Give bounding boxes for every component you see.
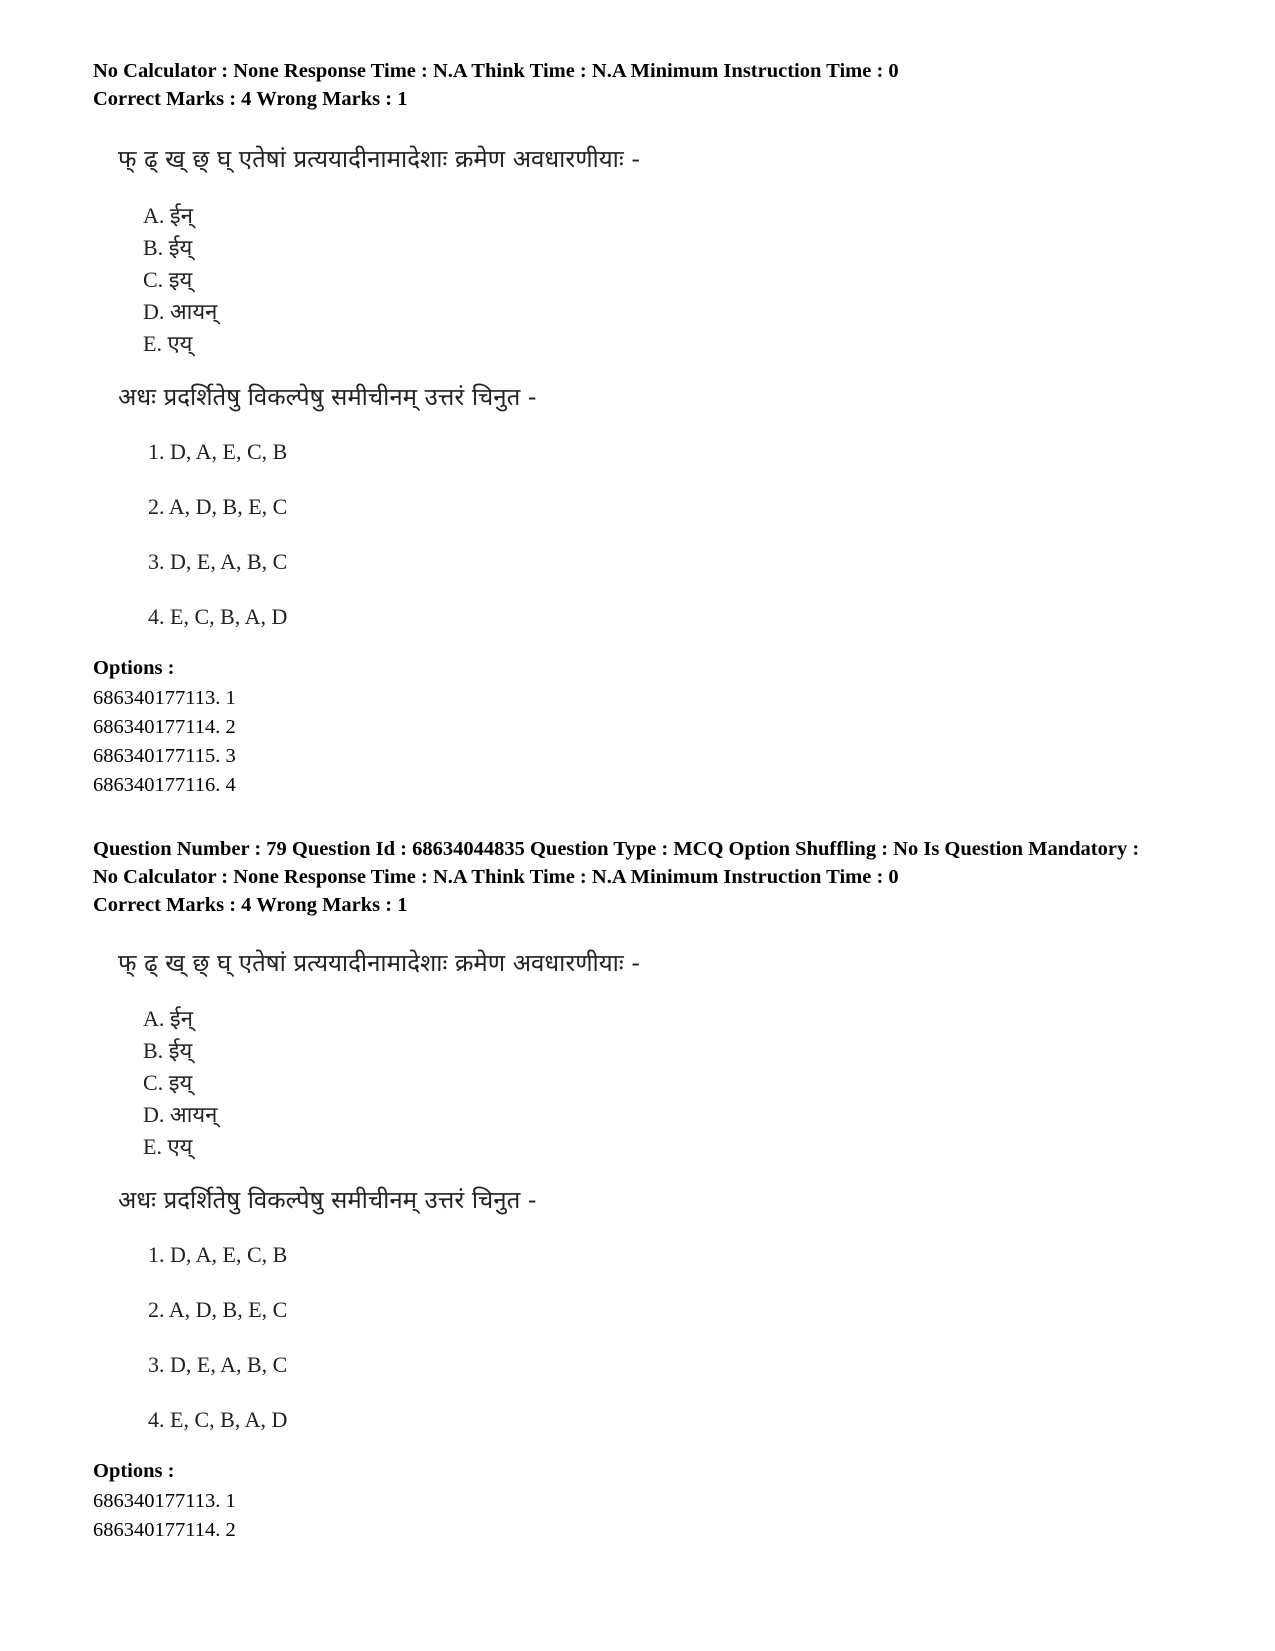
options-title-1: Options : xyxy=(93,657,175,679)
list-item: D. आयन् xyxy=(143,299,218,325)
choice-list-2 xyxy=(148,1239,287,1459)
choice-item: 2. A, D, B, E, C xyxy=(148,1297,288,1322)
option-id: 686340177116. 4 xyxy=(93,774,236,796)
meta-line: Question Number : 79 Question Id : 68634044835 Question Type : MCQ Option Shuffling : No Is Question Mandatory : xyxy=(93,838,1140,860)
question-stem-1: फ् ढ् ख् छ् घ् एतेषां प्रत्ययादीनामादेशाः क्रमेण अवधारणीयाः - xyxy=(118,145,641,173)
choice-item: 3. D, E, A, B, C xyxy=(148,1352,288,1377)
options-list-1 xyxy=(93,684,236,800)
list-item: C. इय् xyxy=(143,1070,193,1096)
choice-list-1 xyxy=(148,436,287,656)
option-id: 686340177113. 1 xyxy=(93,1490,236,1512)
question-meta-2 xyxy=(93,835,1139,919)
item-list-2 xyxy=(143,1003,217,1163)
choice-item: 4. E, C, B, A, D xyxy=(148,604,288,629)
list-item: B. ईय् xyxy=(143,235,193,261)
item-list-1 xyxy=(143,200,217,360)
instruction-1: अधः प्रदर्शितेषु विकल्पेषु समीचीनम् उत्तरं चिनुत - xyxy=(118,383,537,411)
list-item: C. इय् xyxy=(143,267,193,293)
choice-item: 3. D, E, A, B, C xyxy=(148,549,288,574)
meta-line: Correct Marks : 4 Wrong Marks : 1 xyxy=(93,894,408,916)
choice-item: 1. D, A, E, C, B xyxy=(148,439,288,464)
choice-item: 1. D, A, E, C, B xyxy=(148,1242,288,1267)
options-list-2 xyxy=(93,1487,236,1545)
list-item: D. आयन् xyxy=(143,1102,218,1128)
instruction-2: अधः प्रदर्शितेषु विकल्पेषु समीचीनम् उत्तरं चिनुत - xyxy=(118,1186,537,1214)
choice-item: 2. A, D, B, E, C xyxy=(148,494,288,519)
choice-item: 4. E, C, B, A, D xyxy=(148,1407,288,1432)
option-id: 686340177113. 1 xyxy=(93,687,236,709)
meta-line: No Calculator : None Response Time : N.A Think Time : N.A Minimum Instruction Time : 0 xyxy=(93,866,899,888)
option-id: 686340177115. 3 xyxy=(93,745,236,767)
list-item: E. एय् xyxy=(143,1134,193,1160)
question-meta-1 xyxy=(93,57,899,113)
option-id: 686340177114. 2 xyxy=(93,1519,236,1541)
meta-line: Correct Marks : 4 Wrong Marks : 1 xyxy=(93,88,408,110)
list-item: A. ईन् xyxy=(143,203,193,229)
option-id: 686340177114. 2 xyxy=(93,716,236,738)
list-item: E. एय् xyxy=(143,331,193,357)
list-item: B. ईय् xyxy=(143,1038,193,1064)
question-stem-2: फ् ढ् ख् छ् घ् एतेषां प्रत्ययादीनामादेशाः क्रमेण अवधारणीयाः - xyxy=(118,949,641,977)
meta-line: No Calculator : None Response Time : N.A Think Time : N.A Minimum Instruction Time : 0 xyxy=(93,60,899,82)
options-title-2: Options : xyxy=(93,1460,175,1482)
list-item: A. ईन् xyxy=(143,1006,193,1032)
